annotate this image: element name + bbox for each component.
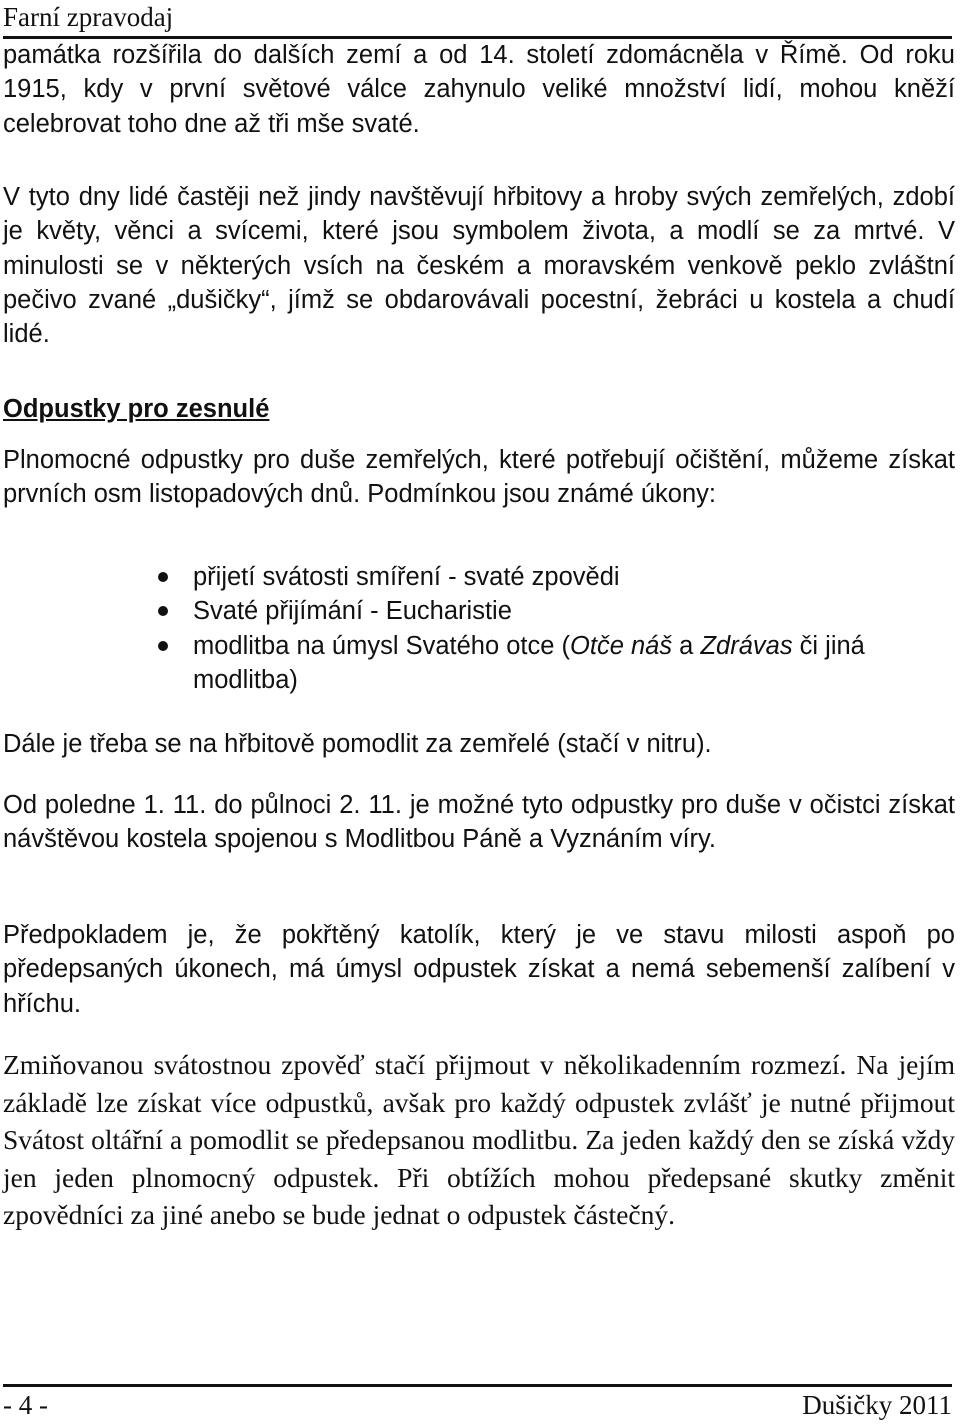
list-item-text-end: či jiná modlitba) bbox=[193, 631, 865, 694]
paragraph-indulgences: Plnomocné odpustky pro duše zemřelých, které potřebují očištění, můžeme získat prvních osm listopadových dnů. Podmínkou jsou známé úkony: bbox=[3, 446, 955, 509]
list-item-text-start: modlitba na úmysl Svatého otce ( bbox=[193, 631, 571, 660]
prayer-name-zdravas: Zdrávas bbox=[700, 631, 793, 660]
paragraph-cemetery: Dále je třeba se na hřbitově pomodlit za zemřelé (stačí v nitru). bbox=[3, 730, 712, 758]
header-title: Farní zpravodaj bbox=[3, 2, 174, 32]
issue-title: Dušičky 2011 bbox=[802, 1390, 952, 1420]
bullet-icon bbox=[158, 572, 168, 582]
paragraph-church-visit: Od poledne 1. 11. do půlnoci 2. 11. je možné tyto odpustky pro duše v očistci získat návštěvou kostela spojenou s Modlitbou Páně a Vyznáním víry. bbox=[3, 791, 955, 854]
paragraph-intro: památka rozšířila do dalších zemí a od 14. století zdomácněla v Římě. Od roku 1915, kdy v první světové válce zahynulo veliké množství lidí, mohou kněží celebrovat toho dne až tři mše svaté. bbox=[3, 41, 955, 138]
section-heading: Odpustky pro zesnulé bbox=[3, 395, 270, 423]
list-item-text: přijetí svátosti smíření - svaté zpovědi bbox=[193, 563, 620, 591]
list-item bbox=[0, 560, 958, 594]
prayer-name-otce-nas: Otče náš bbox=[570, 631, 673, 660]
paragraph-prerequisite: Předpokladem je, že pokřtěný katolík, který je ve stavu milosti aspoň po předepsaných úkonech, má úmysl odpustek získat a nemá sebemenší zalíbení v hříchu. bbox=[3, 921, 955, 1018]
page-number: - 4 - bbox=[3, 1390, 48, 1420]
list-item-text-mid: a bbox=[672, 631, 701, 660]
list-item bbox=[0, 629, 958, 698]
footer-divider bbox=[3, 1384, 952, 1387]
conditions-list bbox=[0, 560, 958, 697]
paragraph-customs: V tyto dny lidé častěji než jindy navštěvují hřbitovy a hroby svých zemřelých, zdobí je květy, věnci a svícemi, které jsou symbolem života, a modlí se za mrtvé. V minulosti se v některých vsích na českém a moravském venkově peklo zvláštní pečivo zvané „dušičky“, jímž se obdarovávali pocestní, žebráci u kostela a chudí lidé. bbox=[3, 183, 955, 349]
bullet-icon bbox=[158, 641, 168, 651]
paragraph-confession: Zmiňovanou svátostnou zpověď stačí přijmout v několikadenním rozmezí. Na jejím základě lze získat více odpustků, avšak pro každý odpustek zvlášť je nutné přijmout Svátost oltářní a pomodlit se předepsanou modlitbu. Za jeden každý den se získá vždy jen jeden plnomocný odpustek. Při obtížích mohou předepsané skutky změnit zpovědníci za jiné anebo se bude jednat o odpustek částečný. bbox=[3, 1049, 955, 1231]
bullet-icon bbox=[158, 606, 168, 616]
list-item-text: Svaté přijímání - Eucharistie bbox=[193, 597, 512, 626]
list-item bbox=[0, 594, 958, 628]
